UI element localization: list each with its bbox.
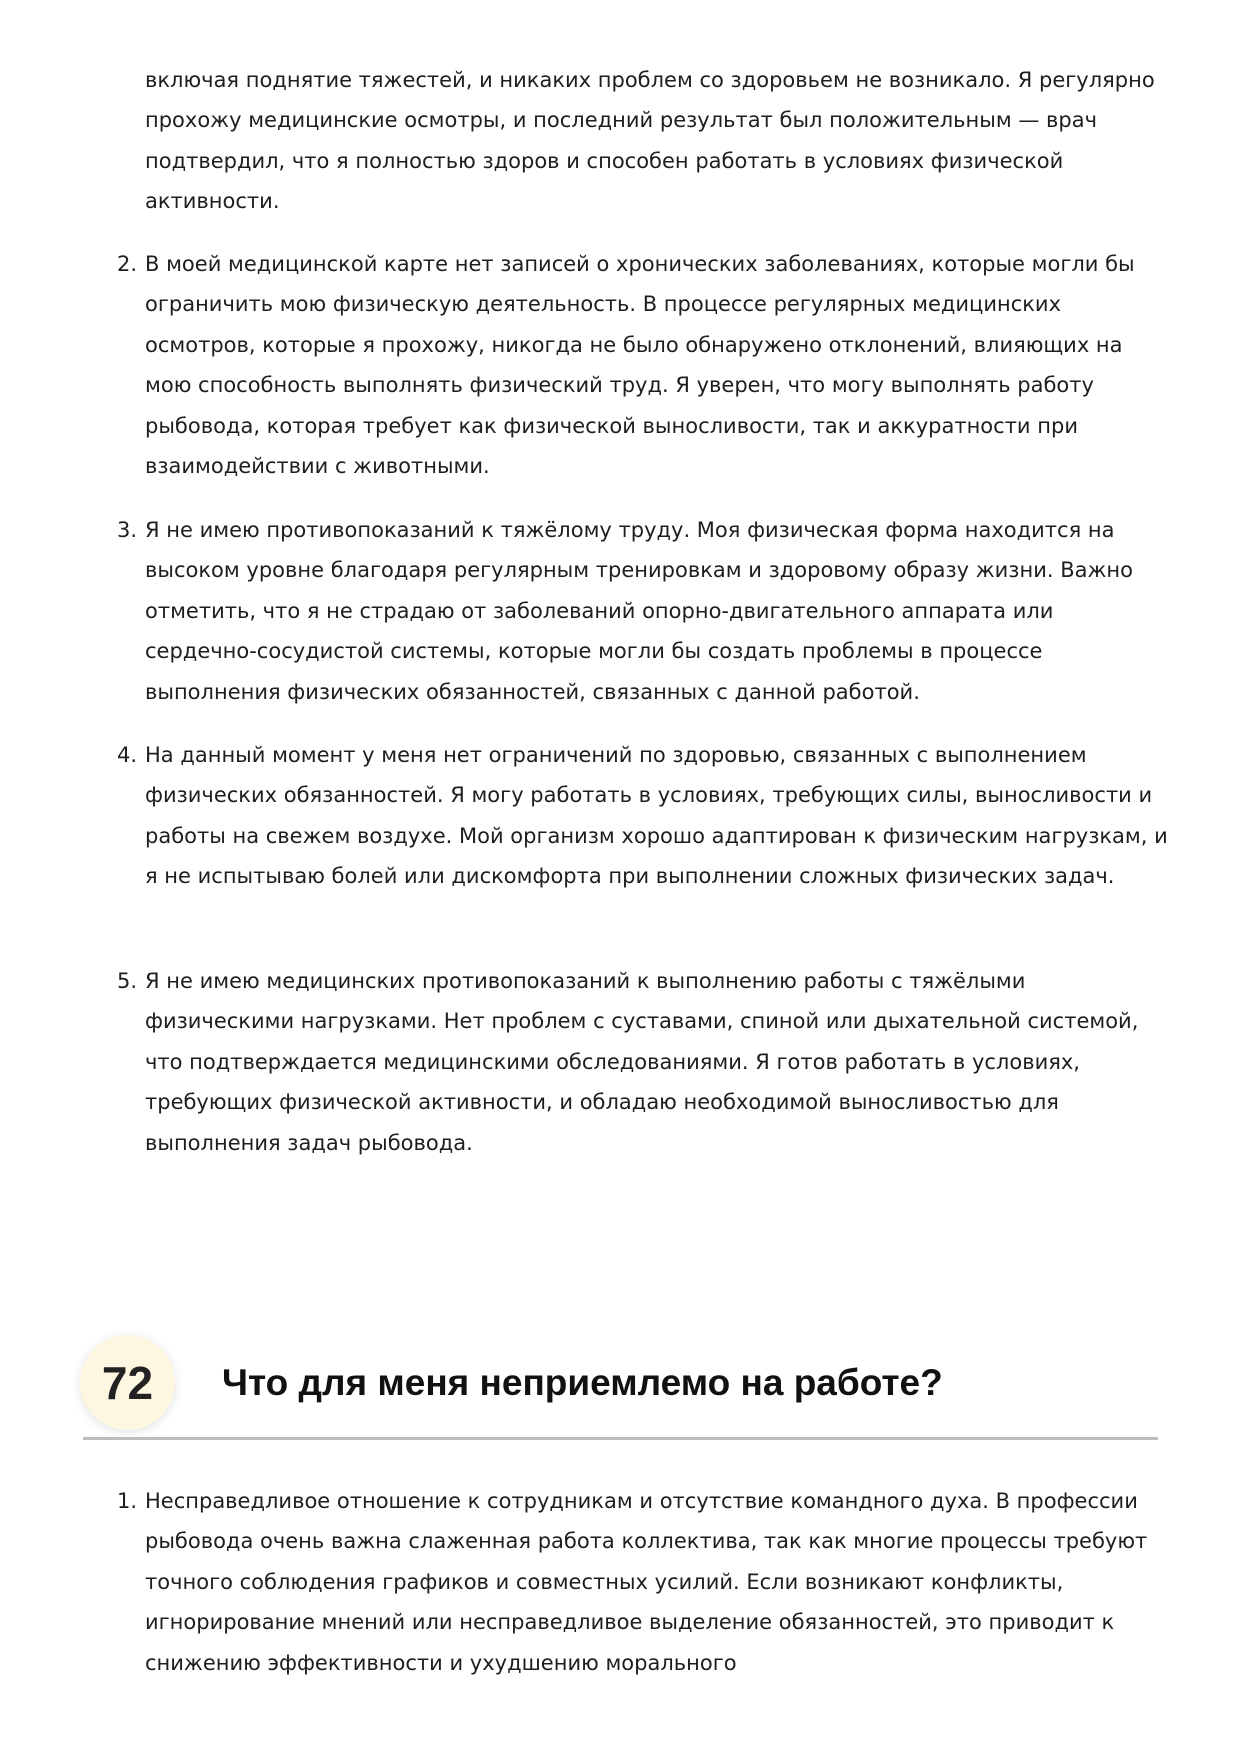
- list-item: [117, 510, 1170, 712]
- list-item-text: включая поднятие тяжестей, и никаких проблем со здоровьем не возникало. Я регулярно прохожу медицинские осмотры, и последний результат был положительным — врач подтвердил, что я полностью здоров и способен работать в условиях физической активности.: [145, 68, 1155, 214]
- list-item-continuation: [145, 60, 1170, 222]
- list-number: 5.: [117, 969, 138, 993]
- list-item-text: Я не имею противопоказаний к тяжёлому труду. Моя физическая форма находится на высоком уровне благодаря регулярным тренировкам и здоровому образу жизни. Важно отметить, что я не страдаю от заболеваний опорно-двигательного аппарата или сердечно-сосудистой системы, которые могли бы создать проблемы в процессе выполнения физических обязанностей, связанных с данной работой.: [145, 518, 1133, 704]
- list-item: [117, 244, 1170, 486]
- list-item-text: В моей медицинской карте нет записей о хронических заболеваниях, которые могли бы ограничить мою физическую деятельность. В процессе регулярных медицинских осмотров, которые я прохожу, никогда не было обнаружено отклонений, влияющих на мою способность выполнять физический труд. Я уверен, что могу выполнять работу рыбовода, которая требует как физической выносливости, так и аккуратности при взаимодействии с животными.: [145, 252, 1135, 479]
- section-title: Что для меня неприемлемо на работе?: [222, 1362, 943, 1403]
- list-number: 2.: [117, 252, 138, 276]
- list-number: 3.: [117, 518, 138, 542]
- list-item: [117, 961, 1170, 1163]
- section-number-badge: 72: [80, 1335, 175, 1430]
- list-item: [117, 1481, 1170, 1683]
- list-item-text: Несправедливое отношение к сотрудникам и отсутствие командного духа. В профессии рыбовода очень важна слаженная работа коллектива, так как многие процессы требуют точного соблюдения графиков и совместных усилий. Если возникают конфликты, игнорирование мнений или несправедливое выделение обязанностей, это приводит к снижению эффективности и ухудшению морального: [145, 1489, 1148, 1675]
- list-number: 1.: [117, 1489, 138, 1513]
- list-item: [117, 735, 1170, 897]
- section-divider: [83, 1437, 1158, 1440]
- list-item-text: На данный момент у меня нет ограничений по здоровью, связанных с выполнением физических обязанностей. Я могу работать в условиях, требующих силы, выносливости и работы на свежем воздухе. Мой организм хорошо адаптирован к физическим нагрузкам, и я не испытываю болей или дискомфорта при выполнении сложных физических задач.: [145, 743, 1168, 889]
- list-item-text: Я не имею медицинских противопоказаний к выполнению работы с тяжёлыми физическими нагрузками. Нет проблем с суставами, спиной или дыхательной системой, что подтверждается медицинскими обследованиями. Я готов работать в условиях, требующих физической активности, и обладаю необходимой выносливостью для выполнения задач рыбовода.: [145, 969, 1139, 1155]
- list-number: 4.: [117, 743, 138, 767]
